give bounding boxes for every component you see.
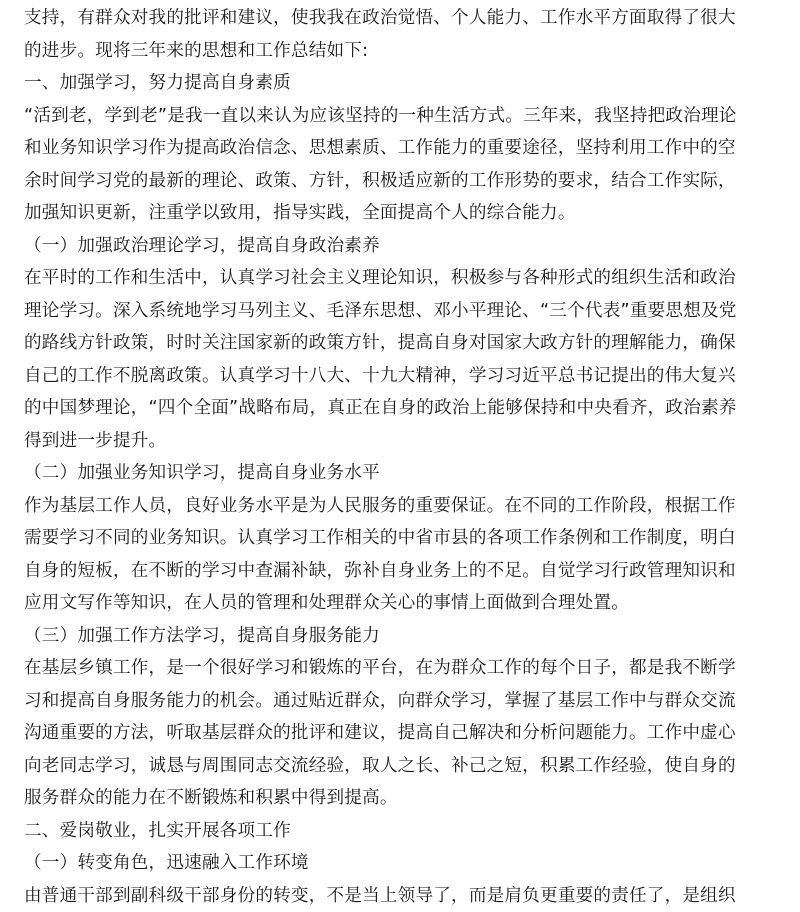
body-text-line: 作为基层工作人员，良好业务水平是为人民服务的重要保证。在不同的工作阶段，根据工作 (24, 490, 784, 523)
body-text-line: 和业务知识学习作为提高政治信念、思想素质、工作能力的重要途径，坚持利用工作中的空 (24, 132, 784, 165)
body-text-line: 自身的短板，在不断的学习中查漏补缺，弥补自身业务上的不足。自觉学习行政管理知识和 (24, 555, 784, 588)
subsection-heading: （三）加强工作方法学习，提高自身服务能力 (24, 620, 784, 653)
body-text-line: 需要学习不同的业务知识。认真学习工作相关的中省市县的各项工作条例和工作制度，明白 (24, 522, 784, 555)
subsection-heading: （一）加强政治理论学习，提高自身政治素养 (24, 230, 784, 263)
body-text-line: 加强知识更新，注重学以致用，指导实践，全面提高个人的综合能力。 (24, 197, 784, 230)
section-heading: 二、爱岗敬业，扎实开展各项工作 (24, 815, 784, 848)
body-text-line: 在平时的工作和生活中，认真学习社会主义理论知识，积极参与各种形式的组织生活和政治 (24, 262, 784, 295)
subsection-heading: （二）加强业务知识学习，提高自身业务水平 (24, 457, 784, 490)
body-text-line: 的中国梦理论，“四个全面”战略布局，真正在自身的政治上能够保持和中央看齐，政治素养 (24, 392, 784, 425)
section-heading: 一、加强学习，努力提高自身素质 (24, 67, 784, 100)
body-text-line: 自己的工作不脱离政策。认真学习十八大、十九大精神，学习习近平总书记提出的伟大复兴 (24, 360, 784, 393)
subsection-heading: （一）转变角色，迅速融入工作环境 (24, 847, 784, 880)
body-text-line: 得到进一步提升。 (24, 425, 784, 458)
body-text-line: 服务群众的能力在不断锻炼和积累中得到提高。 (24, 782, 784, 815)
body-text-line: 的进步。现将三年来的思想和工作总结如下: (24, 35, 784, 68)
body-text-line: 余时间学习党的最新的理论、政策、方针，积极适应新的工作形势的要求，结合工作实际， (24, 165, 784, 198)
body-text-line: 沟通重要的方法，听取基层群众的批评和建议，提高自己解决和分析问题能力。工作中虚心 (24, 717, 784, 750)
body-text-line: “活到老，学到老”是我一直以来认为应该坚持的一种生活方式。三年来，我坚持把政治理论 (24, 100, 784, 133)
document-body (24, 2, 784, 912)
body-text-line: 应用文写作等知识，在人员的管理和处理群众关心的事情上面做到合理处置。 (24, 587, 784, 620)
body-text-line: 由普通干部到副科级干部身份的转变，不是当上领导了，而是肩负更重要的责任了，是组织 (24, 880, 784, 912)
body-text-line: 理论学习。深入系统地学习马列主义、毛泽东思想、邓小平理论、“三个代表”重要思想及党 (24, 295, 784, 328)
body-text-line: 的路线方针政策，时时关注国家新的政策方针，提高自身对国家大政方针的理解能力，确保 (24, 327, 784, 360)
body-text-line: 在基层乡镇工作，是一个很好学习和锻炼的平台，在为群众工作的每个日子，都是我不断学 (24, 652, 784, 685)
body-text-line: 习和提高自身服务能力的机会。通过贴近群众，向群众学习，掌握了基层工作中与群众交流 (24, 685, 784, 718)
body-text-line: 支持，有群众对我的批评和建议，使我我在政治觉悟、个人能力、工作水平方面取得了很大 (24, 2, 784, 35)
body-text-line: 向老同志学习，诚恳与周围同志交流经验，取人之长、补己之短，积累工作经验，使自身的 (24, 750, 784, 783)
